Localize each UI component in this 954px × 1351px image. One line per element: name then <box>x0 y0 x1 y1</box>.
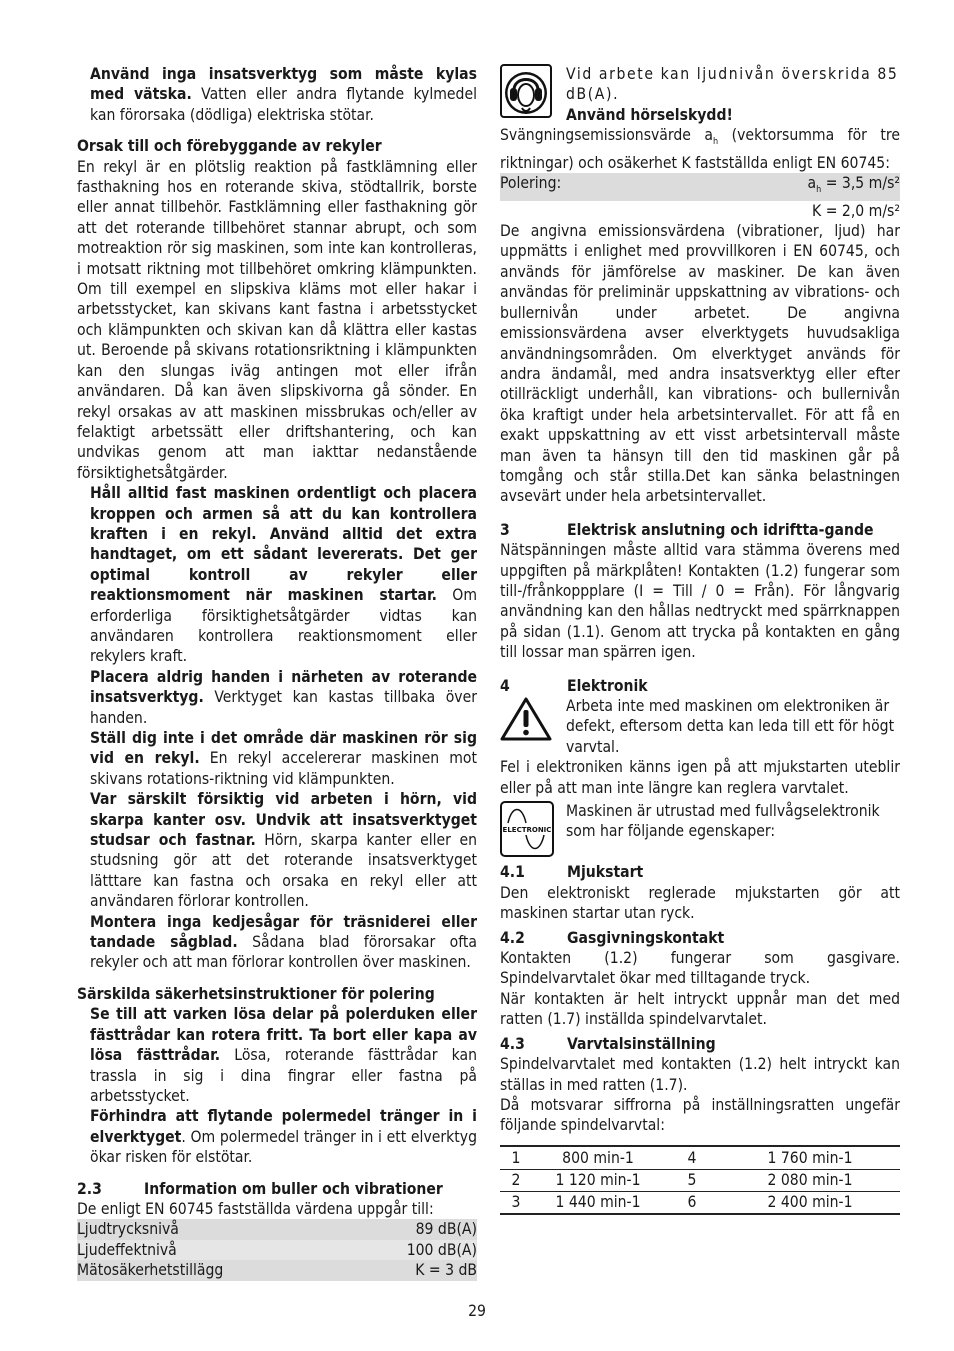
emission-text: De angivna emissionsvärdena (vibrationer, ljud) har uppmätts i enlighet med provvillkoren i EN 60745, och används för jämförelse av maskiner. De kan även användas för preliminär uppskattning av vibrations- och bullernivån under arbetet. De angivna emissionsvärdena avser elverktygets huvudsakliga användningsområden. Om elverktyget används för andra ändamål, med andra insatsverktyg eller efter otillräckligt underhåll, kan vibrations- och bullernivån öka kraftigt under hela arbetsintervallet. För att få en exakt uppskattning av ett visst arbetsintervall måste man även ta hänsyn till den tid maskinen går på tomgång och står stilla.Det kan sänka belastningen avsevärt under hela arbetsintervallet. <box>500 222 900 506</box>
rpm-row <box>500 1191 900 1214</box>
kickback-rule: Var särskilt försiktig vid arbeten i hörn, vid skarpa kanter osv. Undvik att insatsverktyget studsar och fastnar. Hörn, skarpa kanter eller en studsning gör att det roterande insatsverktyget lätttare kan fastna och orsaka en rekyl eller att användaren förlorar kontrollen. <box>90 790 477 911</box>
rpm-cell: 800 min-1 <box>532 1146 664 1170</box>
noise-row: Ljudtrycksnivå 89 dB(A) <box>77 1220 477 1239</box>
kickback-rule: Placera aldrig handen i närheten av roterande insatsverktyg. Verktyget kan kastas tillbaka över handen. <box>90 667 477 727</box>
left-column <box>77 64 477 1281</box>
polish-heading: Särskilda säkerhetsinstruktioner för polering <box>77 984 435 1003</box>
section-42-text-b: När kontakten är helt intryckt uppnår man det med ratten (1.7) inställda spindelvarvtalet. <box>500 989 900 1029</box>
warning-block <box>500 696 900 757</box>
rpm-cell: 1 <box>500 1146 532 1170</box>
electronic-icon-label: ELECTRONIC <box>502 826 552 835</box>
rpm-cell: 2 <box>500 1169 532 1191</box>
polish-k-row: K = 2,0 m/s² <box>812 201 900 220</box>
ear-protection-icon <box>500 64 554 123</box>
ear-protection-block <box>500 64 900 125</box>
kickback-heading: Orsak till och förebyggande av rekyler <box>77 137 382 156</box>
noise-row: Mätosäkerhetstillägg K = 3 dB <box>77 1261 477 1280</box>
noise-intro: De enligt EN 60745 fastställda värdena uppgår till: <box>77 1199 434 1218</box>
section-3-heading: 3 Elektrisk anslutning och idriftta-gande <box>500 520 874 539</box>
rpm-cell: 2 400 min-1 <box>720 1191 900 1214</box>
section-42-text-a: Kontakten (1.2) fungerar som gasgivare. Spindelvarvtalet ökar med tilltagande tryck. <box>500 949 900 988</box>
noise-row: Ljudeffektnivå 100 dB(A) <box>77 1240 477 1259</box>
noise-table <box>77 1219 477 1280</box>
rpm-table <box>500 1145 900 1215</box>
rpm-row <box>500 1146 900 1170</box>
coolant-warning: Använd inga insatsverktyg som måste kylas med vätska. Vatten eller andra flytande kylmedel kan förorsaka (dödliga) elektriska stötar. <box>90 65 477 124</box>
rpm-cell: 6 <box>664 1191 720 1214</box>
section-4-heading: 4 Elektronik <box>500 676 648 695</box>
section-43-heading: 4.3 Varvtalsinställning <box>500 1034 716 1053</box>
kickback-rules <box>77 483 477 973</box>
electronic-icon <box>500 801 554 862</box>
rpm-cell: 1 120 min-1 <box>532 1169 664 1191</box>
polish-rules <box>77 1004 477 1167</box>
noise-heading: 2.3 Information om buller och vibrationer <box>77 1179 443 1198</box>
rpm-cell: 1 440 min-1 <box>532 1191 664 1214</box>
page-number: 29 <box>468 1302 486 1320</box>
section-43-text-a: Spindelvarvtalet med kontakten (1.2) helt intryckt kan ställas in med ratten (1.7). <box>500 1055 900 1094</box>
section-41-heading: 4.1 Mjukstart <box>500 863 644 882</box>
kickback-rule: Håll alltid fast maskinen ordentligt och placera kroppen och armen så att du kan kontrollera kraften i en rekyl. Använd alltid det extra handtaget, om ett sådant levererats. Det ger optimal kontroll av rekyler eller reaktionsmoment när maskinen startar. Om erforderliga försiktighetsåtgärder vidtas kan användaren kontrollera reaktionsmoment eller rekylers kraft. <box>90 484 477 666</box>
warning-triangle-icon <box>500 696 554 747</box>
kickback-rule: Montera inga kedjesågar för träsniderei eller tandade sågblad. Sådana blad förorsakar ofta rekyler och att man förlorar kontrollen över maskinen. <box>90 912 477 972</box>
section-4-text: Fel i elektroniken känns igen på att mjukstarten uteblir eller på att man inte längre kan reglera varvtalet. <box>500 758 900 797</box>
rpm-row <box>500 1169 900 1191</box>
rpm-cell: 4 <box>664 1146 720 1170</box>
polish-rule: Se till att varken lösa delar på polerduken eller fästtrådar kan rotera fritt. Ta bort eller kapa av lösa fästtrådar. Lösa, roterande fästtrådar kan trassla in sig i dina fingrar eller fastna på arbetsstycket. <box>90 1005 477 1105</box>
section-4-warning: Arbeta inte med maskinen om elektroniken är defekt, eftersom detta kan leda till ett för högt varvtal. <box>566 697 895 756</box>
vibration-intro: Svängningsemissionsvärde $a_h$ (vektorsumma för tre riktningar) och osäkerhet K fastställda enligt EN 60745: <box>500 126 900 172</box>
ear-text: Vid arbete kan ljudnivån överskrida 85 dB(A). <box>566 65 899 104</box>
ear-bold: Använd hörselskydd! <box>566 105 733 124</box>
polish-vibration-row: Polering: $a_h = 3,5$ m/s² <box>500 173 900 201</box>
section-3-text: Nätspänningen måste alltid vara stämma överens med uppgiften på märkplåten! Kontakten (1.2) fungerar som till-/frånkoppplare (I = Till / 0 = Från). För långvarig användning kan den hållas nedtryckt med spärrknappen på sidan (1.1). Genom att trycka på kontakten en gång till lossar man spärren igen. <box>500 541 900 662</box>
electronic-block <box>500 801 900 862</box>
kickback-rule: Ställ dig inte i det område där maskinen rör sig vid en rekyl. En rekyl accelererar maskinen mot skivans rotations-riktning vid klämpunkten. <box>90 729 477 788</box>
section-41-text: Den elektroniskt reglerade mjukstarten gör att maskinen startar utan ryck. <box>500 883 900 923</box>
section-43-text-b: Då motsvarar siffrorna på inställningsratten ungefär följande spindelvarvtal: <box>500 1095 900 1135</box>
section-42-heading: 4.2 Gasgivningskontakt <box>500 928 725 947</box>
electronic-text: Maskinen är utrustad med fullvågselektronik som har följande egenskaper: <box>566 802 880 841</box>
polish-rule: Förhindra att flytande polermedel tränger in i elverktyget. Om polermedel tränger in i ett elverktyg ökar risken för elstötar. <box>90 1107 477 1167</box>
rpm-cell: 1 760 min-1 <box>720 1146 900 1170</box>
rpm-cell: 3 <box>500 1191 532 1214</box>
right-column <box>500 64 900 1215</box>
rpm-cell: 5 <box>664 1169 720 1191</box>
rpm-cell: 2 080 min-1 <box>720 1169 900 1191</box>
kickback-text: En rekyl är en plötslig reaktion på fastklämning eller fasthakning hos en roterande skiva, stödtallrik, borste eller annat tillbehör. Fastklämning eller fasthakning gör att det roterande tillbehöret stannar abrupt, och som motreaktion rör sig maskinen, som inte kan kontrolleras, i motsatt riktning mot tillbehöret omkring klämpunkten. Om till exempel en slipskiva kläms mot eller hakar i arbetsstycket, kan skivans kant fastna i arbetsstycket och klämpunkten och skivan kan då klättra eller kastas ut. Beroende på skivans rotationsriktning i klämpunkten kan den slungas iväg antingen mot eller ifrån användaren. Då kan även slipskivorna gå sönder. En rekyl orsakas av att maskinen missbrukas och/eller av felaktigt arbetssätt eller driftshantering, och kan undvikas genom att man iakttar nedanstående försiktighetsåtgärder. <box>77 157 477 482</box>
